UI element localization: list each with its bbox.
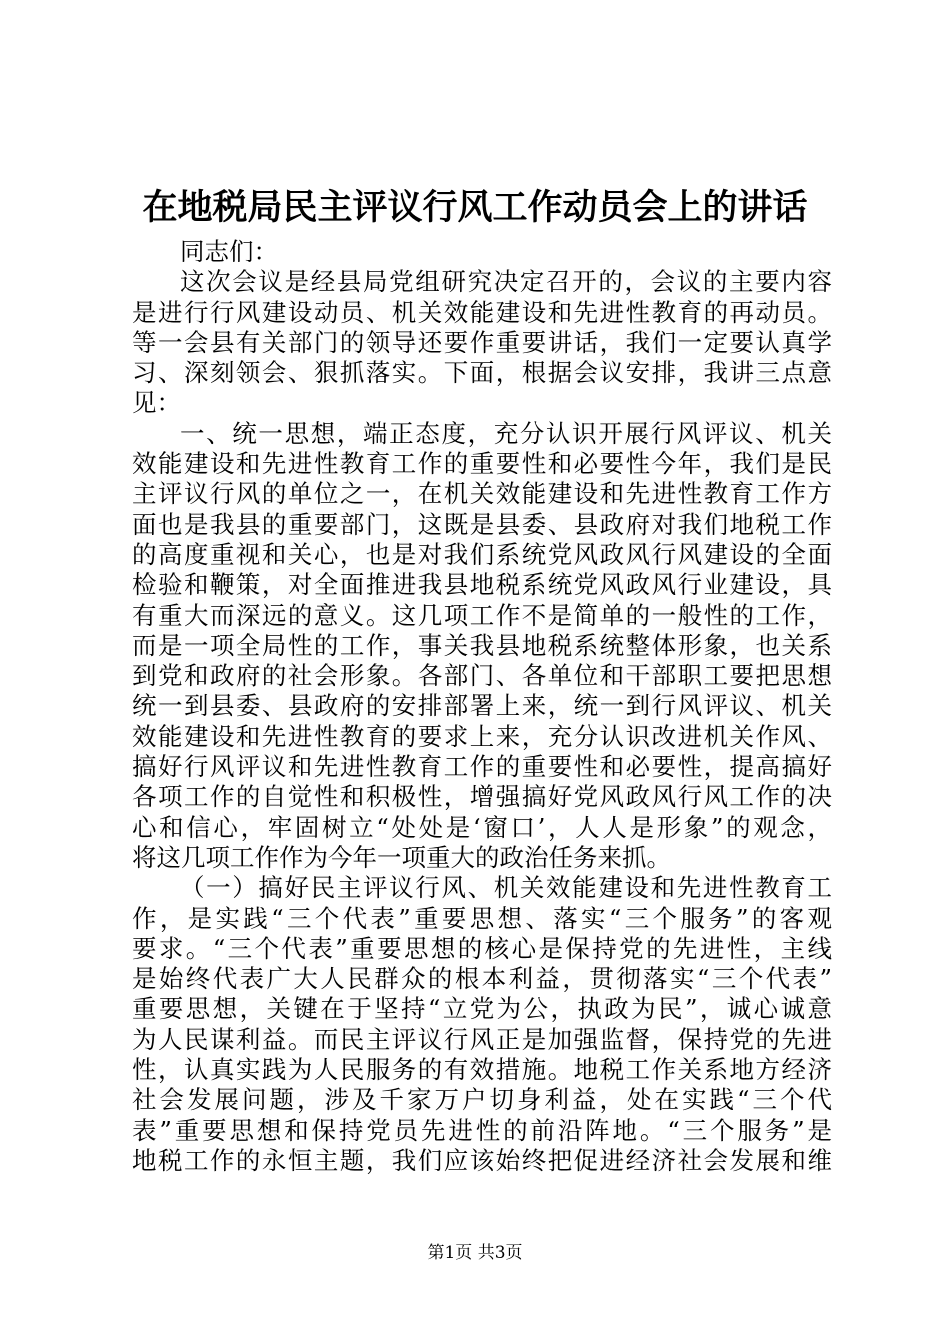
text-line: 效能建设和先进性教育工作的重要性和必要性今年，我们是民 [132,449,832,479]
text-line: 一、统一思想，端正态度，充分认识开展行风评议、机关 [180,418,832,448]
text-line: 搞好行风评议和先进性教育工作的重要性和必要性，提高搞好 [132,752,832,782]
text-line: （一）搞好民主评议行风、机关效能建设和先进性教育工 [180,873,832,903]
text-line: 面也是我县的重要部门，这既是县委、县政府对我们地税工作 [132,509,832,539]
text-line: 为人民谋利益。而民主评议行风正是加强监督，保持党的先进 [132,1024,832,1054]
text-line: 要求。“三个代表”重要思想的核心是保持党的先进性，主线 [132,933,832,963]
page-number-footer: 第1页 共3页 [427,1243,523,1263]
text-line: 有重大而深远的意义。这几项工作不是简单的一般性的工作， [132,600,832,630]
text-line: 的高度重视和关心，也是对我们系统党风政风行风建设的全面 [132,539,832,569]
text-line: 这次会议是经县局党组研究决定召开的，会议的主要内容 [180,267,832,297]
text-line: 性，认真实践为人民服务的有效措施。地税工作关系地方经济 [132,1055,832,1085]
text-line: 将这几项工作作为今年一项重大的政治任务来抓。 [132,842,671,872]
text-line: 习、深刻领会、狠抓落实。下面，根据会议安排，我讲三点意 [132,358,832,388]
text-line: 同志们： [180,237,278,266]
text-line: 而是一项全局性的工作，事关我县地税系统整体形象，也关系 [132,630,832,660]
text-line: 社会发展问题，涉及千家万户切身利益，处在实践“三个代 [132,1085,832,1115]
text-line: 作，是实践“三个代表”重要思想、落实“三个服务”的客观 [132,903,832,933]
text-line: 效能建设和先进性教育的要求上来，充分认识改进机关作风、 [132,721,832,751]
text-line: 重要思想，关键在于坚持“立党为公，执政为民”，诚心诚意 [132,994,832,1024]
text-line: 到党和政府的社会形象。各部门、各单位和干部职工要把思想 [132,661,832,691]
text-line: 检验和鞭策，对全面推进我县地税系统党风政风行业建设，具 [132,570,832,600]
text-line: 主评议行风的单位之一，在机关效能建设和先进性教育工作方 [132,479,832,509]
text-line: 等一会县有关部门的领导还要作重要讲话，我们一定要认真学 [132,327,832,357]
document-body [132,237,832,1176]
text-line: 地税工作的永恒主题，我们应该始终把促进经济社会发展和维 [132,1145,832,1175]
text-line: 各项工作的自觉性和积极性，增强搞好党风政风行风工作的决 [132,782,832,812]
text-line: 心和信心，牢固树立“处处是‘窗口’，人人是形象”的观念， [132,812,832,842]
text-line: 见： [132,388,181,418]
text-line: 是始终代表广大人民群众的根本利益，贯彻落实“三个代表” [132,964,832,994]
text-line: 是进行行风建设动员、机关效能建设和先进性教育的再动员。 [132,297,832,327]
page-title: 在地税局民主评议行风工作动员会上的讲话 [142,187,808,228]
text-line: 统一到县委、县政府的安排部署上来，统一到行风评议、机关 [132,691,832,721]
text-line: 表”重要思想和保持党员先进性的前沿阵地。“三个服务”是 [132,1115,832,1145]
